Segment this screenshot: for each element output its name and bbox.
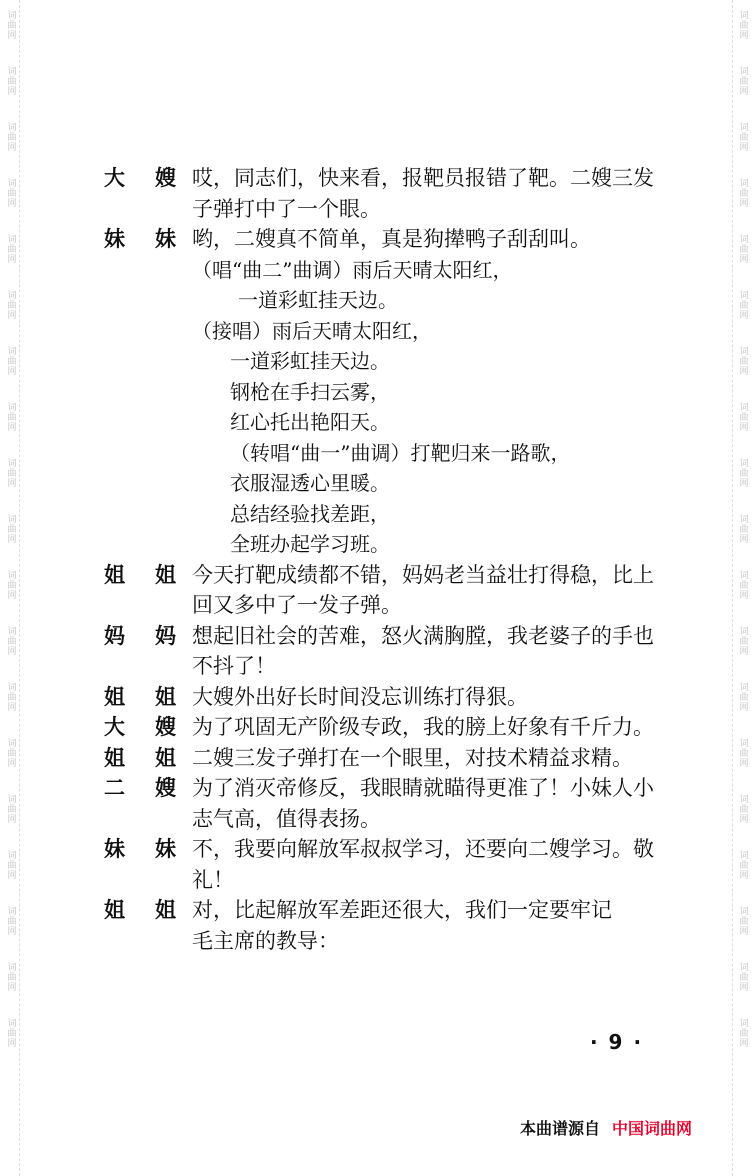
line-text: 二嫂三发子弹打在一个眼里，对技术精益求精。	[192, 745, 633, 770]
watermark-text: 词曲网	[5, 682, 16, 712]
watermark-text: 词曲网	[5, 234, 16, 264]
script-line	[104, 285, 684, 316]
line-text: （唱“曲二”曲调）雨后天晴太阳红，	[192, 257, 513, 282]
left-margin-rule	[19, 0, 20, 1176]
watermark-text: 词曲网	[737, 66, 748, 96]
watermark-text: 词曲网	[5, 66, 16, 96]
line-text: 大嫂外出好长时间没忘训练打得狠。	[192, 684, 528, 709]
line-text: 不，我要向解放军叔叔学习，还要向二嫂学习。敬	[192, 837, 654, 861]
line-text: 对，比起解放军差距还很大，我们一定要牢记	[192, 898, 612, 922]
line-text: 子弹打中了一个眼。	[192, 196, 381, 221]
script-line	[104, 621, 684, 652]
watermark-text: 词曲网	[737, 290, 748, 320]
script-line	[104, 224, 684, 255]
watermark-text: 词曲网	[5, 402, 16, 432]
watermark-text: 词曲网	[5, 10, 16, 40]
watermark-text: 词曲网	[5, 514, 16, 544]
line-text: 毛主席的教导：	[192, 928, 339, 953]
script-line	[104, 895, 684, 926]
line-text: 礼！	[192, 867, 234, 892]
script-line	[104, 865, 684, 896]
line-text: 回又多中了一发子弹。	[192, 593, 402, 617]
speaker-name: 姐 姐	[104, 684, 176, 709]
watermark-text: 词曲网	[5, 962, 16, 992]
speaker-name: 大 嫂	[104, 166, 176, 190]
watermark-text: 词曲网	[5, 346, 16, 376]
watermark-text: 词曲网	[737, 626, 748, 656]
line-text: （转唱“曲一”曲调）打靶归来一路歌，	[230, 440, 571, 465]
script-line	[104, 804, 684, 835]
watermark-text: 词曲网	[737, 10, 748, 40]
right-margin-rule	[732, 0, 733, 1176]
script-line	[104, 926, 684, 957]
watermark-text: 词曲网	[5, 1018, 16, 1048]
script-line	[104, 163, 684, 194]
left-watermark-strip	[0, 0, 20, 1176]
script-line	[104, 743, 684, 774]
line-text: 想起旧社会的苦难，怒火满胸膛，我老婆子的手也	[192, 623, 654, 648]
watermark-text: 词曲网	[5, 906, 16, 936]
line-text: 不抖了！	[192, 654, 276, 678]
footer-source-label: 本曲谱源自	[520, 1119, 601, 1138]
script-line	[104, 377, 684, 408]
line-text: 哟，二嫂真不简单，真是狗撵鸭子刮刮叫。	[192, 227, 591, 251]
line-text: 志气高，值得表扬。	[192, 806, 381, 831]
watermark-text: 词曲网	[5, 178, 16, 208]
line-text: 红心托出艳阳天。	[230, 410, 390, 434]
script-line	[104, 560, 684, 591]
script-line	[104, 407, 684, 438]
line-text: 为了巩固无产阶级专政，我的膀上好象有千斤力。	[192, 715, 654, 739]
speaker-name: 二 嫂	[104, 776, 176, 800]
line-text: （接唱）雨后天晴太阳红，	[192, 318, 432, 343]
watermark-text: 词曲网	[737, 178, 748, 208]
watermark-text: 词曲网	[5, 626, 16, 656]
line-text: 今天打靶成绩都不错，妈妈老当益壮打得稳，比上	[192, 562, 654, 587]
line-text: 哎，同志们，快来看，报靶员报错了靶。二嫂三发	[192, 166, 654, 190]
watermark-text: 词曲网	[5, 794, 16, 824]
watermark-text: 词曲网	[5, 458, 16, 488]
watermark-text: 词曲网	[5, 850, 16, 880]
watermark-text: 词曲网	[737, 122, 748, 152]
watermark-text: 词曲网	[5, 122, 16, 152]
script-line	[104, 834, 684, 865]
watermark-text: 词曲网	[737, 962, 748, 992]
script-line	[104, 438, 684, 469]
speaker-name: 姐 姐	[104, 745, 176, 770]
script-line	[104, 682, 684, 713]
script-line	[104, 468, 684, 499]
script-line	[104, 255, 684, 286]
watermark-text: 词曲网	[737, 682, 748, 712]
script-line	[104, 773, 684, 804]
watermark-text: 词曲网	[737, 738, 748, 768]
watermark-text: 词曲网	[737, 1018, 748, 1048]
script-line	[104, 194, 684, 225]
watermark-text: 词曲网	[737, 850, 748, 880]
speaker-name: 妹 妹	[104, 227, 176, 251]
script-line	[104, 499, 684, 530]
line-text: 全班办起学习班。	[230, 532, 390, 556]
watermark-text: 词曲网	[5, 738, 16, 768]
source-footer	[520, 1116, 692, 1139]
watermark-text: 词曲网	[737, 346, 748, 376]
watermark-text: 词曲网	[737, 794, 748, 824]
line-text: 总结经验找差距，	[230, 501, 390, 526]
watermark-text: 词曲网	[737, 570, 748, 600]
speaker-name: 妈 妈	[104, 623, 176, 648]
line-text: 一道彩虹挂天边。	[230, 349, 390, 373]
line-text: 钢枪在手扫云雾，	[230, 379, 390, 404]
script-line	[104, 346, 684, 377]
script-line	[104, 529, 684, 560]
page-number: · 9 ·	[590, 1030, 644, 1054]
script-line	[104, 712, 684, 743]
watermark-text: 词曲网	[737, 458, 748, 488]
watermark-text: 词曲网	[737, 906, 748, 936]
watermark-text: 词曲网	[737, 402, 748, 432]
watermark-text: 词曲网	[737, 234, 748, 264]
script-line	[104, 590, 684, 621]
script-line	[104, 316, 684, 347]
line-text: 为了消灭帝修反，我眼睛就瞄得更准了！小妹人小	[192, 776, 654, 800]
speaker-name: 姐 姐	[104, 898, 176, 922]
script-line	[104, 651, 684, 682]
watermark-text: 词曲网	[5, 290, 16, 320]
speaker-name: 大 嫂	[104, 715, 176, 739]
speaker-name: 姐 姐	[104, 562, 176, 587]
script-body	[104, 163, 684, 956]
right-watermark-strip	[732, 0, 752, 1176]
line-text: 衣服湿透心里暖。	[230, 471, 390, 495]
watermark-text: 词曲网	[5, 570, 16, 600]
watermark-text: 词曲网	[737, 514, 748, 544]
footer-site-name: 中国词曲网	[612, 1119, 693, 1138]
line-text: 一道彩虹挂天边。	[238, 288, 398, 312]
speaker-name: 妹 妹	[104, 837, 176, 861]
